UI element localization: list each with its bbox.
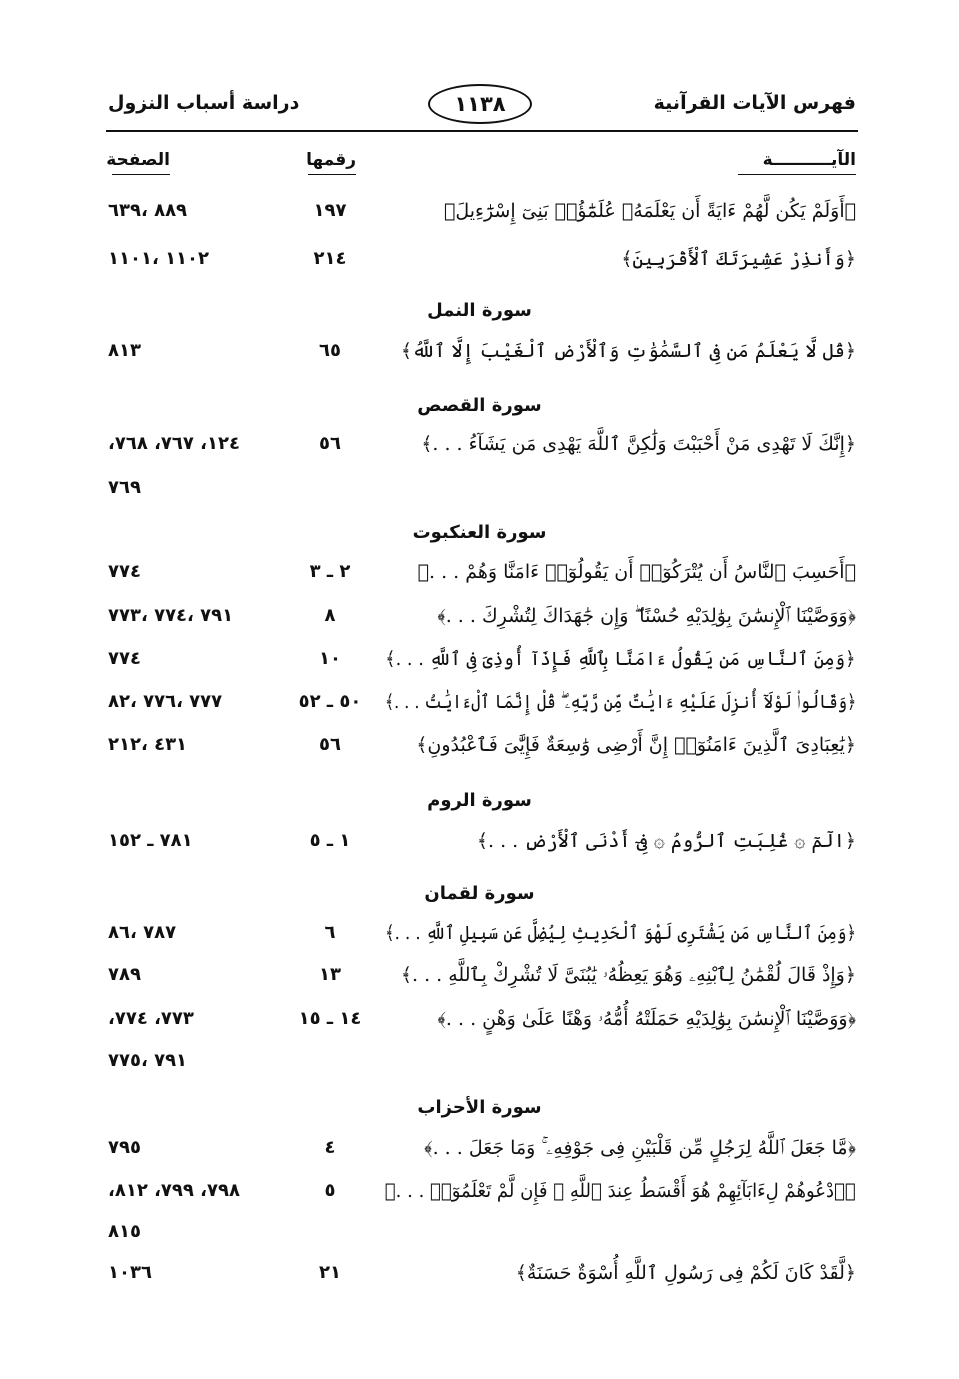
ayah-text: ﴿وَمِنَ ٱلنَّاسِ مَن يَشْتَرِى لَهْوَ ٱلْحَدِيثِ لِيُضِلَّ عَن سَبِيلِ ٱللَّهِ . . .﴾ (384, 922, 856, 944)
ayah-text: ﴿يَٰعِبَادِىَ ٱلَّذِينَ ءَامَنُوٓا۟ إِنَّ أَرْضِى وَٰسِعَةٌ فَإِيَّٰىَ فَٱعْبُدُونِ﴾ (416, 734, 856, 756)
ayah-text: ﴿وَقَالُوا۟ لَوْلَآ أُنزِلَ عَلَيْهِ ءَايَٰتٌ مِّن رَّبِّهِۦ ۖ قُلْ إِنَّمَا ٱلْءَايَٰتُ . . .﴾ (384, 691, 856, 713)
ayah-number: ٥٠ ـ ٥٢ (298, 691, 362, 712)
ayah-number: ٢ ـ ٣ (309, 561, 351, 582)
page-refs: ١١٠٢ ،١١٠١ (108, 248, 210, 269)
ayah-number: ٥ (324, 1180, 336, 1201)
index-row (0, 964, 959, 998)
index-row (0, 1262, 959, 1296)
ayah-text: ﴿وَمِنَ ٱلنَّاسِ مَن يَقُولُ ءَامَنَّا بِٱللَّهِ فَإِذَآ أُوذِىَ فِى ٱللَّهِ . . .﴾ (385, 648, 856, 670)
page-refs: ٧٨٧ ،٨٦ (108, 922, 177, 943)
ayah-text: ﴿أَحَسِبَ ٱلنَّاسُ أَن يُتْرَكُوٓا۟ أَن يَقُولُوٓا۟ ءَامَنَّا وَهُمْ . . .﴾ (417, 561, 856, 583)
ayah-text: ﴿وَإِذْ قَالَ لُقْمَٰنُ لِٱبْنِهِۦ وَهُوَ يَعِظُهُۥ يَٰبُنَىَّ لَا تُشْرِكْ بِٱللَّهِ . . .﴾ (400, 964, 856, 986)
ayah-number: ٥٦ (319, 433, 341, 454)
running-title-right: فهرس الآيات القرآنية (653, 92, 856, 114)
page-refs: ٨٨٩ ،٦٣٩ (108, 200, 188, 221)
ayah-number: ١٤ ـ ١٥ (298, 1008, 362, 1029)
surah-heading: سورة الروم (427, 790, 532, 811)
index-row (0, 830, 959, 864)
surah-heading: سورة القصص (417, 395, 542, 416)
index-row (0, 734, 959, 768)
index-row (0, 561, 959, 595)
page-refs-continued: ٧٦٩ (108, 477, 141, 498)
index-row (0, 1180, 959, 1214)
page-refs: ١٠٣٦ (108, 1262, 152, 1283)
ayah-text: ﴿الٓمٓ ۞ غُلِبَتِ ٱلرُّومُ ۞ فِىٓ أَدْنَى ٱلْأَرْضِ . . .﴾ (476, 830, 856, 852)
ayah-number: ٢١ (319, 1262, 341, 1283)
column-header-ayah: الآيــــــــــة (738, 150, 856, 175)
surah-heading: سورة لقمان (424, 883, 535, 904)
page-refs: ٧٨١ ـ ١٥٢ (108, 830, 193, 851)
page-refs: ٧٩٥ (108, 1137, 141, 1158)
page-refs: ٧٧٧ ،٧٧٦ ،٨٢ (108, 691, 223, 712)
header-rule (106, 130, 858, 132)
index-row (0, 433, 959, 467)
page-refs: ١٢٤، ٧٦٧، ٧٦٨، (108, 433, 240, 454)
ayah-number: ٥٦ (319, 734, 341, 755)
page-refs-continued: ٧٩١ ،٧٧٥ (108, 1050, 188, 1071)
column-header-number: رقمها (308, 150, 356, 175)
ayah-text: ﴿مَّا جَعَلَ ٱللَّهُ لِرَجُلٍ مِّن قَلْبَيْنِ فِى جَوْفِهِۦ ۚ وَمَا جَعَلَ . . .﴾ (424, 1137, 856, 1159)
page-refs: ٧٩١ ،٧٧٤ ،٧٧٣ (108, 605, 234, 626)
ayah-number: ١٠ (319, 648, 341, 669)
ayah-text: ﴿لَّقَدْ كَانَ لَكُمْ فِى رَسُولِ ٱللَّهِ أُسْوَةٌ حَسَنَةٌ﴾ (515, 1262, 856, 1284)
page-refs-continued: ٨١٥ (108, 1221, 141, 1242)
ayah-text: ﴿إِنَّكَ لَا تَهْدِى مَنْ أَحْبَبْتَ وَلَٰكِنَّ ٱللَّهَ يَهْدِى مَن يَشَآءُ . . .﴾ (421, 433, 856, 455)
index-row (0, 605, 959, 639)
surah-heading: سورة العنكبوت (412, 522, 547, 543)
ayah-text: ﴿أَوَلَمْ يَكُن لَّهُمْ ءَايَةً أَن يَعْلَمَهُۥ عُلَمَٰٓؤُا۟ بَنِىٓ إِسْرَٰٓءِيلَ﴾ (443, 200, 856, 222)
index-row (0, 1137, 959, 1171)
index-row (0, 922, 959, 956)
index-row (0, 248, 959, 282)
index-row (0, 340, 959, 374)
page-number: ١١٣٨ (428, 84, 532, 124)
index-row (0, 648, 959, 682)
index-row (0, 1008, 959, 1042)
page-refs: ٧٧٣، ٧٧٤، (108, 1008, 194, 1029)
page-refs: ٧٧٤ (108, 648, 141, 669)
ayah-number: ١٣ (319, 964, 341, 985)
ayah-number: ٦ (324, 922, 336, 943)
page-refs: ٤٣١ ،٢١٢ (108, 734, 188, 755)
ayah-number: ٨ (324, 605, 336, 626)
page-refs: ٧٩٨، ٧٩٩، ٨١٢، (108, 1180, 240, 1201)
ayah-text: ﴿وَوَصَّيْنَا ٱلْإِنسَٰنَ بِوَٰلِدَيْهِ حَمَلَتْهُ أُمُّهُۥ وَهْنًا عَلَىٰ وَهْنٍ . . .﴾ (437, 1008, 856, 1030)
surah-heading: سورة النمل (427, 300, 532, 321)
ayah-number: ٦٥ (319, 340, 341, 361)
index-row (0, 691, 959, 725)
page-refs: ٧٧٤ (108, 561, 141, 582)
running-title-left: دراسة أسباب النزول (108, 92, 300, 114)
surah-heading: سورة الأحزاب (417, 1097, 542, 1118)
ayah-number: ١ ـ ٥ (309, 830, 351, 851)
ayah-number: ٤ (324, 1137, 336, 1158)
ayah-text: ﴿ٱدْعُوهُمْ لِءَابَآئِهِمْ هُوَ أَقْسَطُ عِندَ ٱللَّهِ ۚ فَإِن لَّمْ تَعْلَمُوٓا۟ . . .﴾ (385, 1180, 856, 1202)
ayah-number: ٢١٤ (313, 248, 347, 269)
column-header-page: الصفحة (112, 150, 170, 175)
ayah-number: ١٩٧ (313, 200, 347, 221)
ayah-text: ﴿وَوَصَّيْنَا ٱلْإِنسَٰنَ بِوَٰلِدَيْهِ حُسْنًا ۖ وَإِن جَٰهَدَاكَ لِتُشْرِكَ . . .﴾ (437, 605, 856, 627)
page-refs: ٧٨٩ (108, 964, 141, 985)
ayah-text: ﴿وَأَنذِرْ عَشِيرَتَكَ ٱلْأَقْرَبِينَ﴾ (621, 248, 856, 270)
page-refs: ٨١٣ (108, 340, 141, 361)
index-row (0, 200, 959, 234)
ayah-text: ﴿قُل لَّا يَعْلَمُ مَن فِى ٱلسَّمَٰوَٰتِ وَٱلْأَرْضِ ٱلْغَيْبَ إِلَّا ٱللَّهُ﴾ (400, 340, 856, 362)
